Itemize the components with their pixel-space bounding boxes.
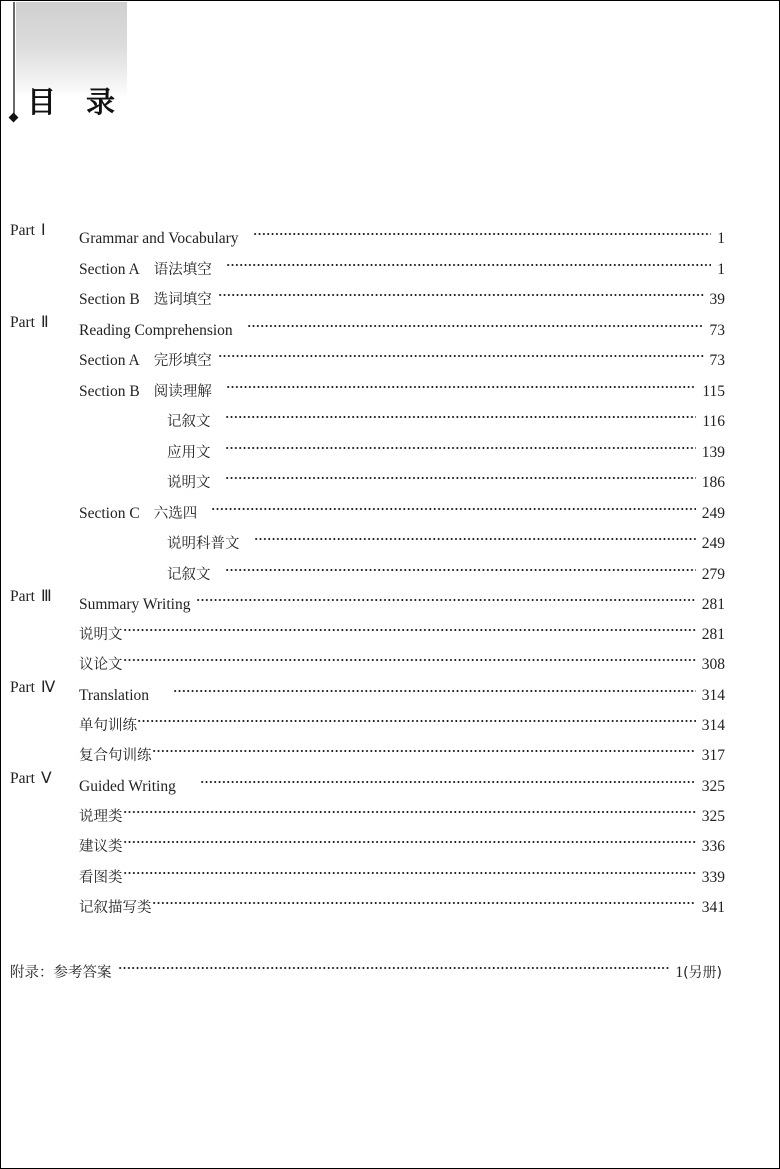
section-label: Section C (79, 505, 140, 522)
toc-entry-title: 说明文 (79, 627, 123, 643)
toc-entry-title: 记叙文 (167, 567, 211, 583)
page-number: 308 (701, 656, 725, 673)
page-number: 314 (701, 717, 725, 734)
page-number: 314 (701, 687, 725, 704)
header-vertical-rule (13, 2, 15, 115)
page-title (27, 85, 115, 119)
dot-leader (225, 402, 697, 426)
dot-leader (137, 706, 696, 730)
toc-entry-title: 看图类 (79, 870, 123, 886)
toc-entry-title: 记叙描写类 (79, 900, 152, 916)
dot-leader (226, 250, 712, 274)
toc-subitem[interactable] (0, 463, 780, 491)
toc-entry-title: 阅读理解 (153, 384, 212, 400)
toc-entry-title: 说理类 (79, 809, 123, 825)
dot-leader (118, 953, 670, 977)
page-number: 186 (701, 474, 725, 491)
section-label: Section B (79, 383, 140, 400)
dot-leader (225, 433, 696, 457)
dot-leader (225, 555, 696, 579)
dot-leader (152, 736, 696, 760)
page-number: 39 (709, 291, 725, 308)
dot-leader (152, 888, 696, 912)
page-number: 1 (717, 261, 725, 278)
toc-subitem[interactable] (0, 827, 780, 855)
toc-subitem[interactable] (0, 645, 780, 673)
toc-entry-title: 应用文 (167, 445, 211, 461)
toc-entry-title: 说明科普文 (167, 536, 240, 552)
toc-entry-title: 说明文 (167, 475, 211, 491)
section-label: Section B (79, 291, 140, 308)
dot-leader (226, 372, 697, 396)
dot-leader (123, 615, 696, 639)
toc-subitem[interactable] (0, 433, 780, 461)
toc-section-2a[interactable] (0, 341, 780, 369)
toc-subitem[interactable] (0, 888, 780, 916)
page-number: 115 (702, 383, 725, 400)
dot-leader (218, 341, 704, 365)
page-number: 325 (701, 778, 725, 795)
toc-entry-title: 议论文 (79, 657, 123, 673)
part-label: Part Ⅲ (10, 588, 52, 605)
toc-part-1[interactable] (0, 219, 780, 247)
toc-section-1a[interactable] (0, 250, 780, 278)
page-note: (另册) (683, 965, 722, 981)
dot-leader (211, 494, 696, 518)
dot-leader (123, 827, 696, 851)
toc-subitem[interactable] (0, 736, 780, 764)
dot-leader (200, 767, 696, 791)
toc-entry-title: 单句训练 (79, 718, 137, 734)
part-label: Part Ⅱ (10, 314, 49, 331)
dot-leader (253, 219, 712, 243)
page-number: 339 (701, 869, 725, 886)
appendix-title: 附录：参考答案 (10, 965, 112, 981)
page-number: 281 (701, 626, 725, 643)
toc-part-4[interactable] (0, 676, 780, 704)
toc-subitem[interactable] (0, 615, 780, 643)
header-gradient-block (16, 2, 127, 98)
dot-leader (123, 645, 696, 669)
page-number: 341 (701, 899, 725, 916)
toc-section-2b[interactable] (0, 372, 780, 400)
toc-entry-title: Reading Comprehension (79, 322, 233, 339)
section-label: Section A (79, 261, 140, 278)
toc-part-2[interactable] (0, 311, 780, 339)
toc-subitem[interactable] (0, 524, 780, 552)
page-number: 73 (709, 352, 725, 369)
toc-entry-title: Grammar and Vocabulary (79, 230, 239, 247)
dot-leader (123, 797, 696, 821)
toc-entry-title: 完形填空 (153, 353, 212, 369)
toc-entry-title: 语法填空 (153, 262, 212, 278)
toc-entry-title: Summary Writing (79, 596, 191, 613)
title-char-1: 目 (27, 85, 57, 119)
toc-section-1b[interactable] (0, 280, 780, 308)
page-number: 279 (701, 566, 725, 583)
page-number: 336 (701, 838, 725, 855)
dot-leader (196, 585, 695, 609)
page-number: 249 (701, 535, 725, 552)
dot-leader (218, 280, 704, 304)
toc-part-3[interactable] (0, 585, 780, 613)
dot-leader (123, 858, 696, 882)
toc-entry-title: 建议类 (79, 839, 123, 855)
page-number: 317 (701, 747, 725, 764)
toc-entry-title: 选词填空 (153, 292, 212, 308)
dot-leader (225, 463, 696, 487)
toc-appendix[interactable] (0, 953, 780, 981)
toc-subitem[interactable] (0, 858, 780, 886)
toc-subitem[interactable] (0, 706, 780, 734)
toc-entry-title: 记叙文 (167, 414, 211, 430)
page-number: 249 (701, 505, 725, 522)
page-number: 116 (702, 413, 725, 430)
page-number: 1 (717, 230, 725, 247)
toc-subitem[interactable] (0, 797, 780, 825)
page-number: 325 (701, 808, 725, 825)
page-number: 1(另册) (675, 964, 722, 981)
part-label: Part Ⅳ (10, 679, 56, 696)
dot-leader (173, 676, 696, 700)
toc-section-2c[interactable] (0, 494, 780, 522)
diamond-bullet-icon (9, 113, 19, 123)
toc-entry-title: 六选四 (153, 506, 198, 522)
page-number: 139 (701, 444, 725, 461)
toc-subitem[interactable] (0, 555, 780, 583)
toc-part-5[interactable] (0, 767, 780, 795)
dot-leader (247, 311, 704, 335)
dot-leader (254, 524, 696, 548)
part-label: Part Ⅴ (10, 770, 52, 787)
toc-entry-title: Translation (79, 687, 150, 704)
toc-entry-title: 复合句训练 (79, 748, 152, 764)
title-char-2: 录 (86, 85, 116, 119)
page-number: 281 (701, 596, 725, 613)
page-number: 73 (709, 322, 725, 339)
toc-entry-title: Guided Writing (79, 778, 176, 795)
part-label: Part Ⅰ (10, 222, 46, 239)
toc-subitem[interactable] (0, 402, 780, 430)
section-label: Section A (79, 352, 140, 369)
